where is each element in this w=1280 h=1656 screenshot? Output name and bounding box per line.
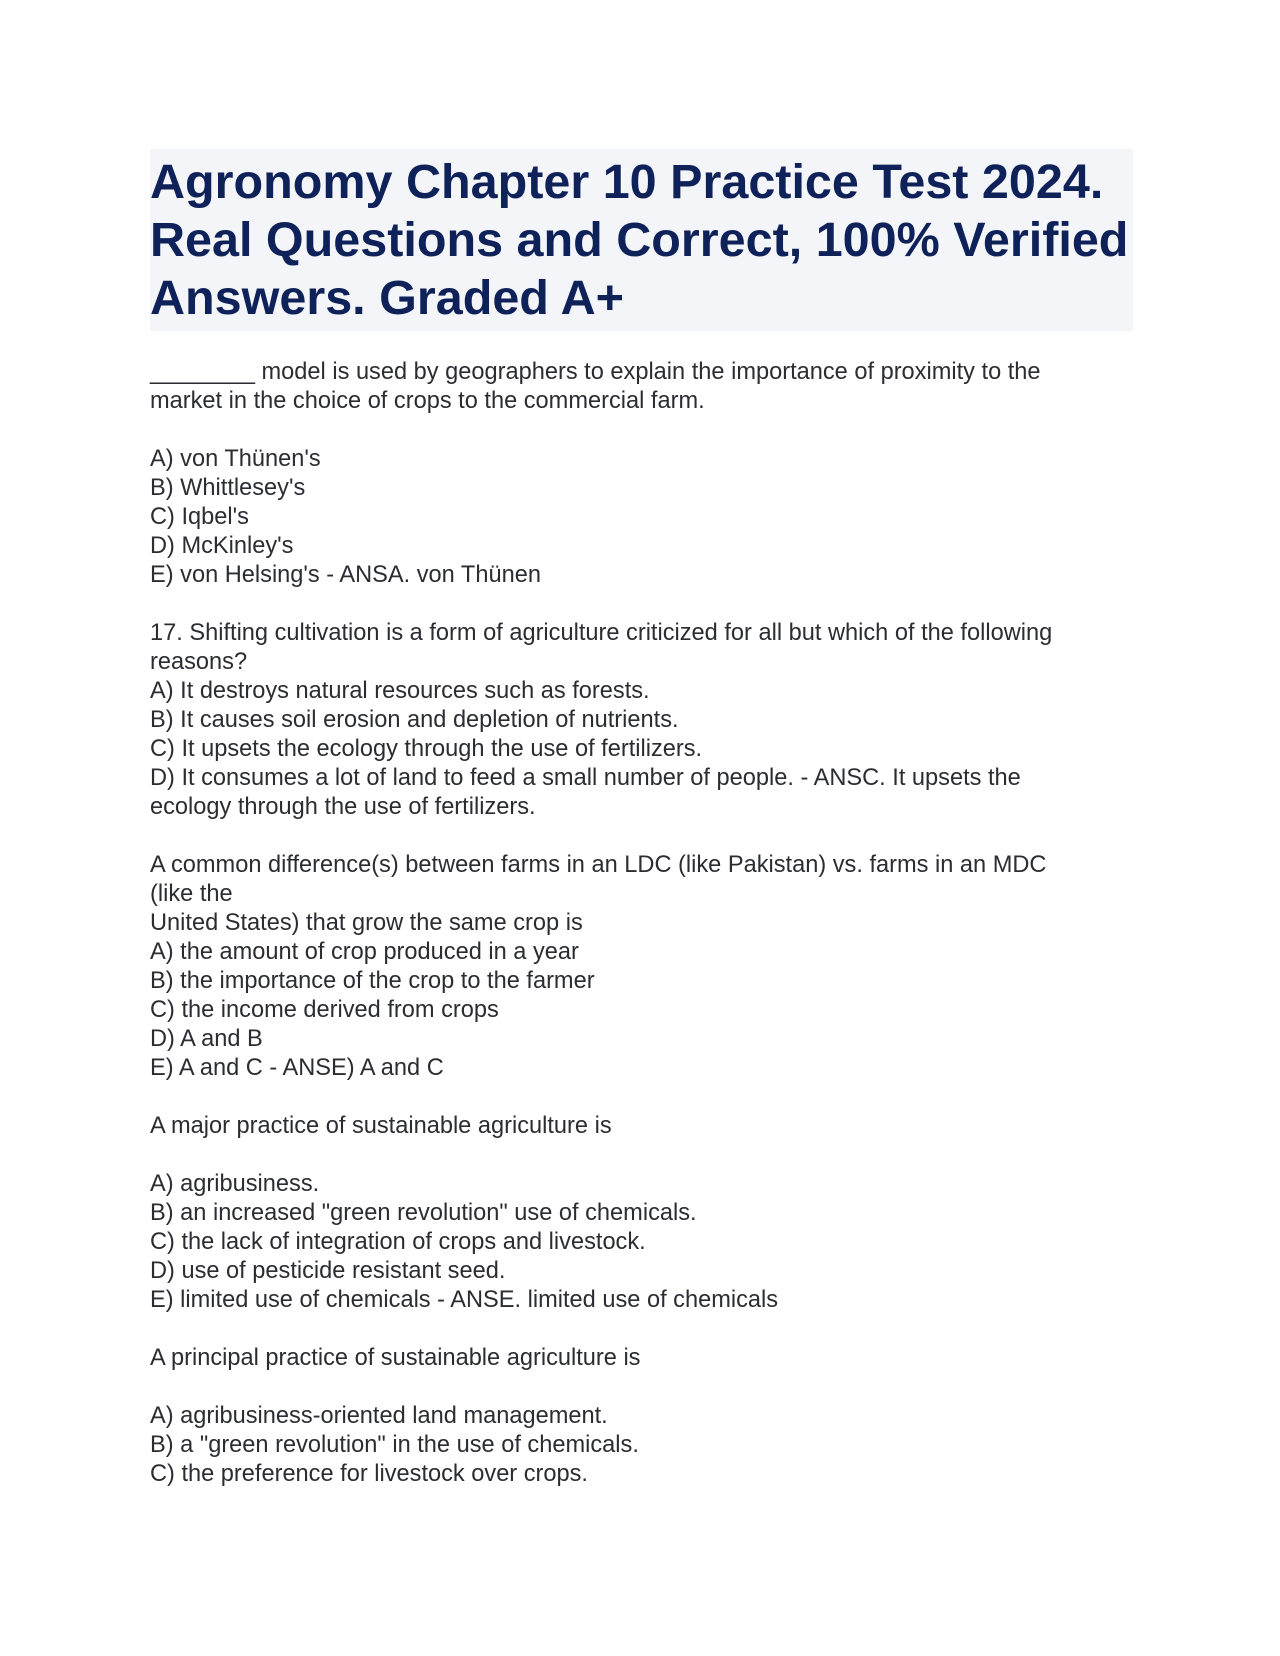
text-line: 17. Shifting cultivation is a form of agriculture criticized for all but which of the following — [150, 620, 1053, 646]
text-line: B) a "green revolution" in the use of chemicals. — [150, 1432, 639, 1458]
paragraph-gap — [150, 590, 1133, 619]
paragraph-gap — [150, 1141, 1133, 1170]
text-line: A) von Thünen's — [150, 446, 321, 472]
question-block — [150, 851, 1133, 1083]
paragraph-gap — [150, 416, 1133, 445]
text-line: E) A and C - ANSE) A and C — [150, 1055, 444, 1081]
text-line: C) Iqbel's — [150, 504, 249, 530]
text-line: ecology through the use of fertilizers. — [150, 794, 536, 820]
paragraph-gap — [150, 1315, 1133, 1344]
text-line: C) the lack of integration of crops and livestock. — [150, 1229, 646, 1255]
question-block — [150, 1112, 1133, 1141]
text-line: A) It destroys natural resources such as forests. — [150, 678, 650, 704]
text-line: E) von Helsing's - ANSA. von Thünen — [150, 562, 541, 588]
question-block — [150, 1170, 1133, 1315]
text-line: C) the preference for livestock over crops. — [150, 1461, 588, 1487]
paragraph-gap — [150, 822, 1133, 851]
text-line: B) the importance of the crop to the farmer — [150, 968, 595, 994]
text-line: E) limited use of chemicals - ANSE. limited use of chemicals — [150, 1287, 779, 1313]
text-line: C) It upsets the ecology through the use of fertilizers. — [150, 736, 703, 762]
question-block — [150, 619, 1133, 822]
question-block — [150, 445, 1133, 590]
text-line: B) It causes soil erosion and depletion of nutrients. — [150, 707, 679, 733]
text-line: C) the income derived from crops — [150, 997, 499, 1023]
text-line: B) Whittlesey's — [150, 475, 306, 501]
title-banner — [150, 149, 1133, 331]
document-title: Agronomy Chapter 10 Practice Test 2024. Real Questions and Correct, 100% Verified Answers. Graded A+ — [150, 155, 1129, 325]
question-block — [150, 1344, 1133, 1373]
text-line: D) McKinley's — [150, 533, 294, 559]
text-line: A common difference(s) between farms in an LDC (like Pakistan) vs. farms in an MDC — [150, 852, 1047, 878]
text-line: A) agribusiness. — [150, 1171, 320, 1197]
text-line: D) use of pesticide resistant seed. — [150, 1258, 506, 1284]
question-block — [150, 1402, 1133, 1489]
text-line: (like the — [150, 881, 233, 907]
question-block — [150, 358, 1133, 416]
text-line: A) agribusiness-oriented land management. — [150, 1403, 608, 1429]
paragraph-gap — [150, 1083, 1133, 1112]
text-line: reasons? — [150, 649, 248, 675]
paragraph-gap — [150, 1373, 1133, 1402]
text-line: B) an increased "green revolution" use of chemicals. — [150, 1200, 697, 1226]
text-line: D) It consumes a lot of land to feed a small number of people. - ANSC. It upsets the — [150, 765, 1021, 791]
text-line: A) the amount of crop produced in a year — [150, 939, 579, 965]
text-line: United States) that grow the same crop is — [150, 910, 583, 936]
text-line: A major practice of sustainable agriculture is — [150, 1113, 612, 1139]
text-line: D) A and B — [150, 1026, 263, 1052]
text-line: A principal practice of sustainable agriculture is — [150, 1345, 641, 1371]
document-page — [150, 149, 1133, 1489]
document-body — [150, 358, 1133, 1489]
text-line: ________ model is used by geographers to explain the importance of proximity to the — [150, 359, 1041, 385]
text-line: market in the choice of crops to the commercial farm. — [150, 388, 705, 414]
